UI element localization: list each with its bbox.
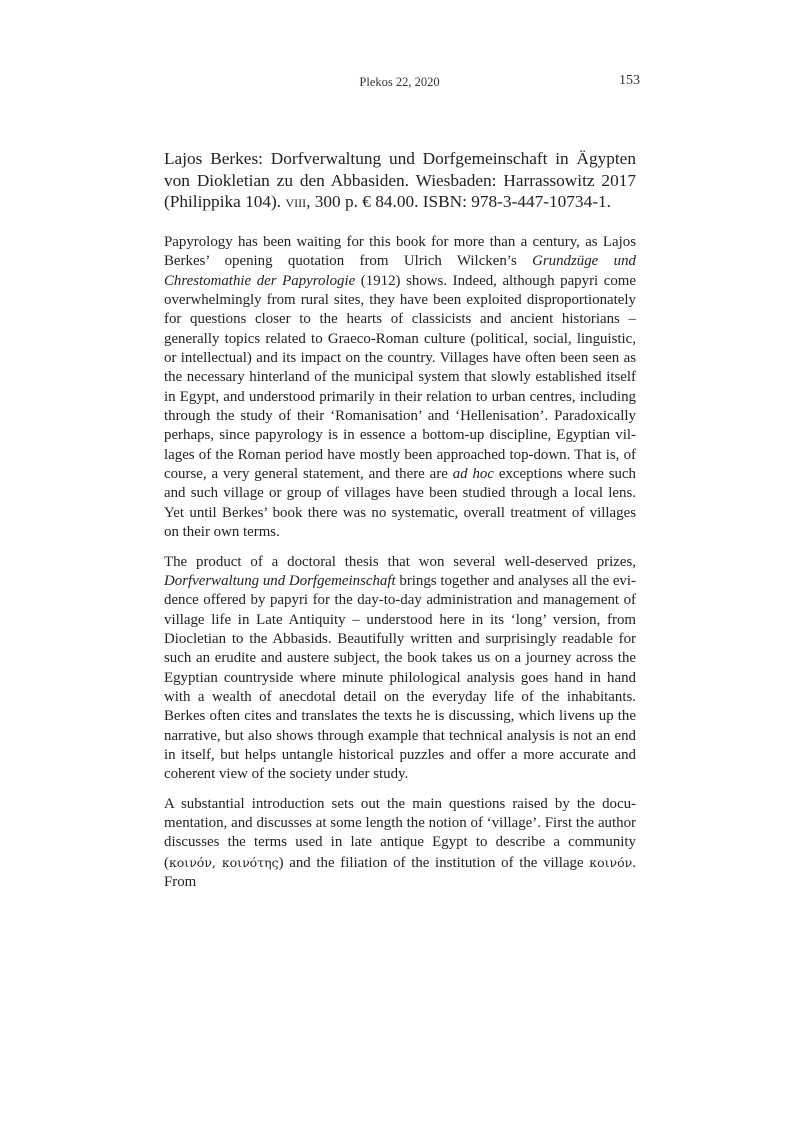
paragraph-1	[164, 233, 636, 543]
paragraph-text: . From	[164, 854, 636, 890]
paragraph-text: exceptions where such and such village or group of villages have been studied through a local lens. Yet until Berkes’ book there was no systematic, overall treatment of villages on their own terms.	[164, 466, 636, 541]
paragraph-text: Papyrology has been waiting for this book for more than a century, as Lajos Berkes’ opening quotation from Ulrich Wilcken’s	[164, 234, 636, 270]
paragraph-3	[164, 795, 636, 893]
paragraph-text: (1912) shows. Indeed, although papyri come overwhelmingly from rural sites, they have been exploited disproportionately for questions closer to the hearts of classicists and ancient historians – generally topics related to Graeco-Roman culture (political, social, linguistic, or intellectual) and its impact on the country. Villages have often been seen as the necessary hinterland of the municipal system that slowly established itself in Egypt, and understood primarily in their relation to urban centres, including through the study of their ‘Romanisation’ and ‘Hellenisation’. Paradoxically perhaps, since papyrology is in essence a bottom-up discipline, Egyptian villages of the Roman period have mostly been approached top-down. That is, of course, a very general statement, and there are	[164, 272, 636, 483]
page-header	[0, 73, 799, 93]
review-body	[164, 233, 636, 902]
review-heading	[164, 148, 636, 213]
book-title-italic: Grundzüge und Chrestomathie der Papyrologie	[164, 253, 636, 289]
paragraph-2	[164, 553, 636, 785]
page-number: 153	[619, 73, 640, 88]
greek-term: κοινόν, κοινότης	[168, 854, 279, 870]
greek-term: κοινόν	[589, 854, 633, 870]
paragraph-text: ) and the filiation of the institution of the village	[278, 854, 590, 871]
paragraph-text: A substantial introduction sets out the main questions raised by the documentation, and discusses at some length the notion of ‘village’. First the author discusses the terms used in late antique Egypt to describe a community (	[164, 795, 636, 871]
roman-page-count: viii	[285, 192, 307, 211]
latin-phrase-italic: ad hoc	[452, 466, 494, 483]
paragraph-text: The product of a doctoral thesis that won several well-deserved prizes,	[164, 553, 636, 570]
book-title-italic: Dorfverwaltung und Dorfgemeinschaft	[164, 572, 396, 589]
heading-text: Lajos Berkes: Dorfverwaltung und Dorfgemeinschaft in Ägypten von Diokletian zu den Abbasiden. Wiesbaden: Harrassowitz 2017 (Philippika 104).	[164, 149, 636, 211]
heading-text-end: , 300 p. € 84.00. ISBN: 978-3-447-10734-1.	[306, 192, 611, 211]
paragraph-text: brings together and analyses all the evidence offered by papyri for the day-to-day administration and management of village life in Late Antiquity – understood here in its ‘long’ version, from Diocletian to the Abbasids. Beautifully written and surprisingly readable for such an erudite and austere subject, the book takes us on a journey across the Egyptian countryside where minute philological analysis goes hand in hand with a wealth of anecdotal detail on the everyday life of the inhabitants. Berkes often cites and translates the texts he is discussing, which livens up the narrative, but also shows through example that technical analysis is not an end in itself, but helps untangle historical puzzles and offer a more accurate and coherent view of the society under study.	[164, 572, 636, 783]
running-head: Plekos 22, 2020	[359, 75, 440, 89]
